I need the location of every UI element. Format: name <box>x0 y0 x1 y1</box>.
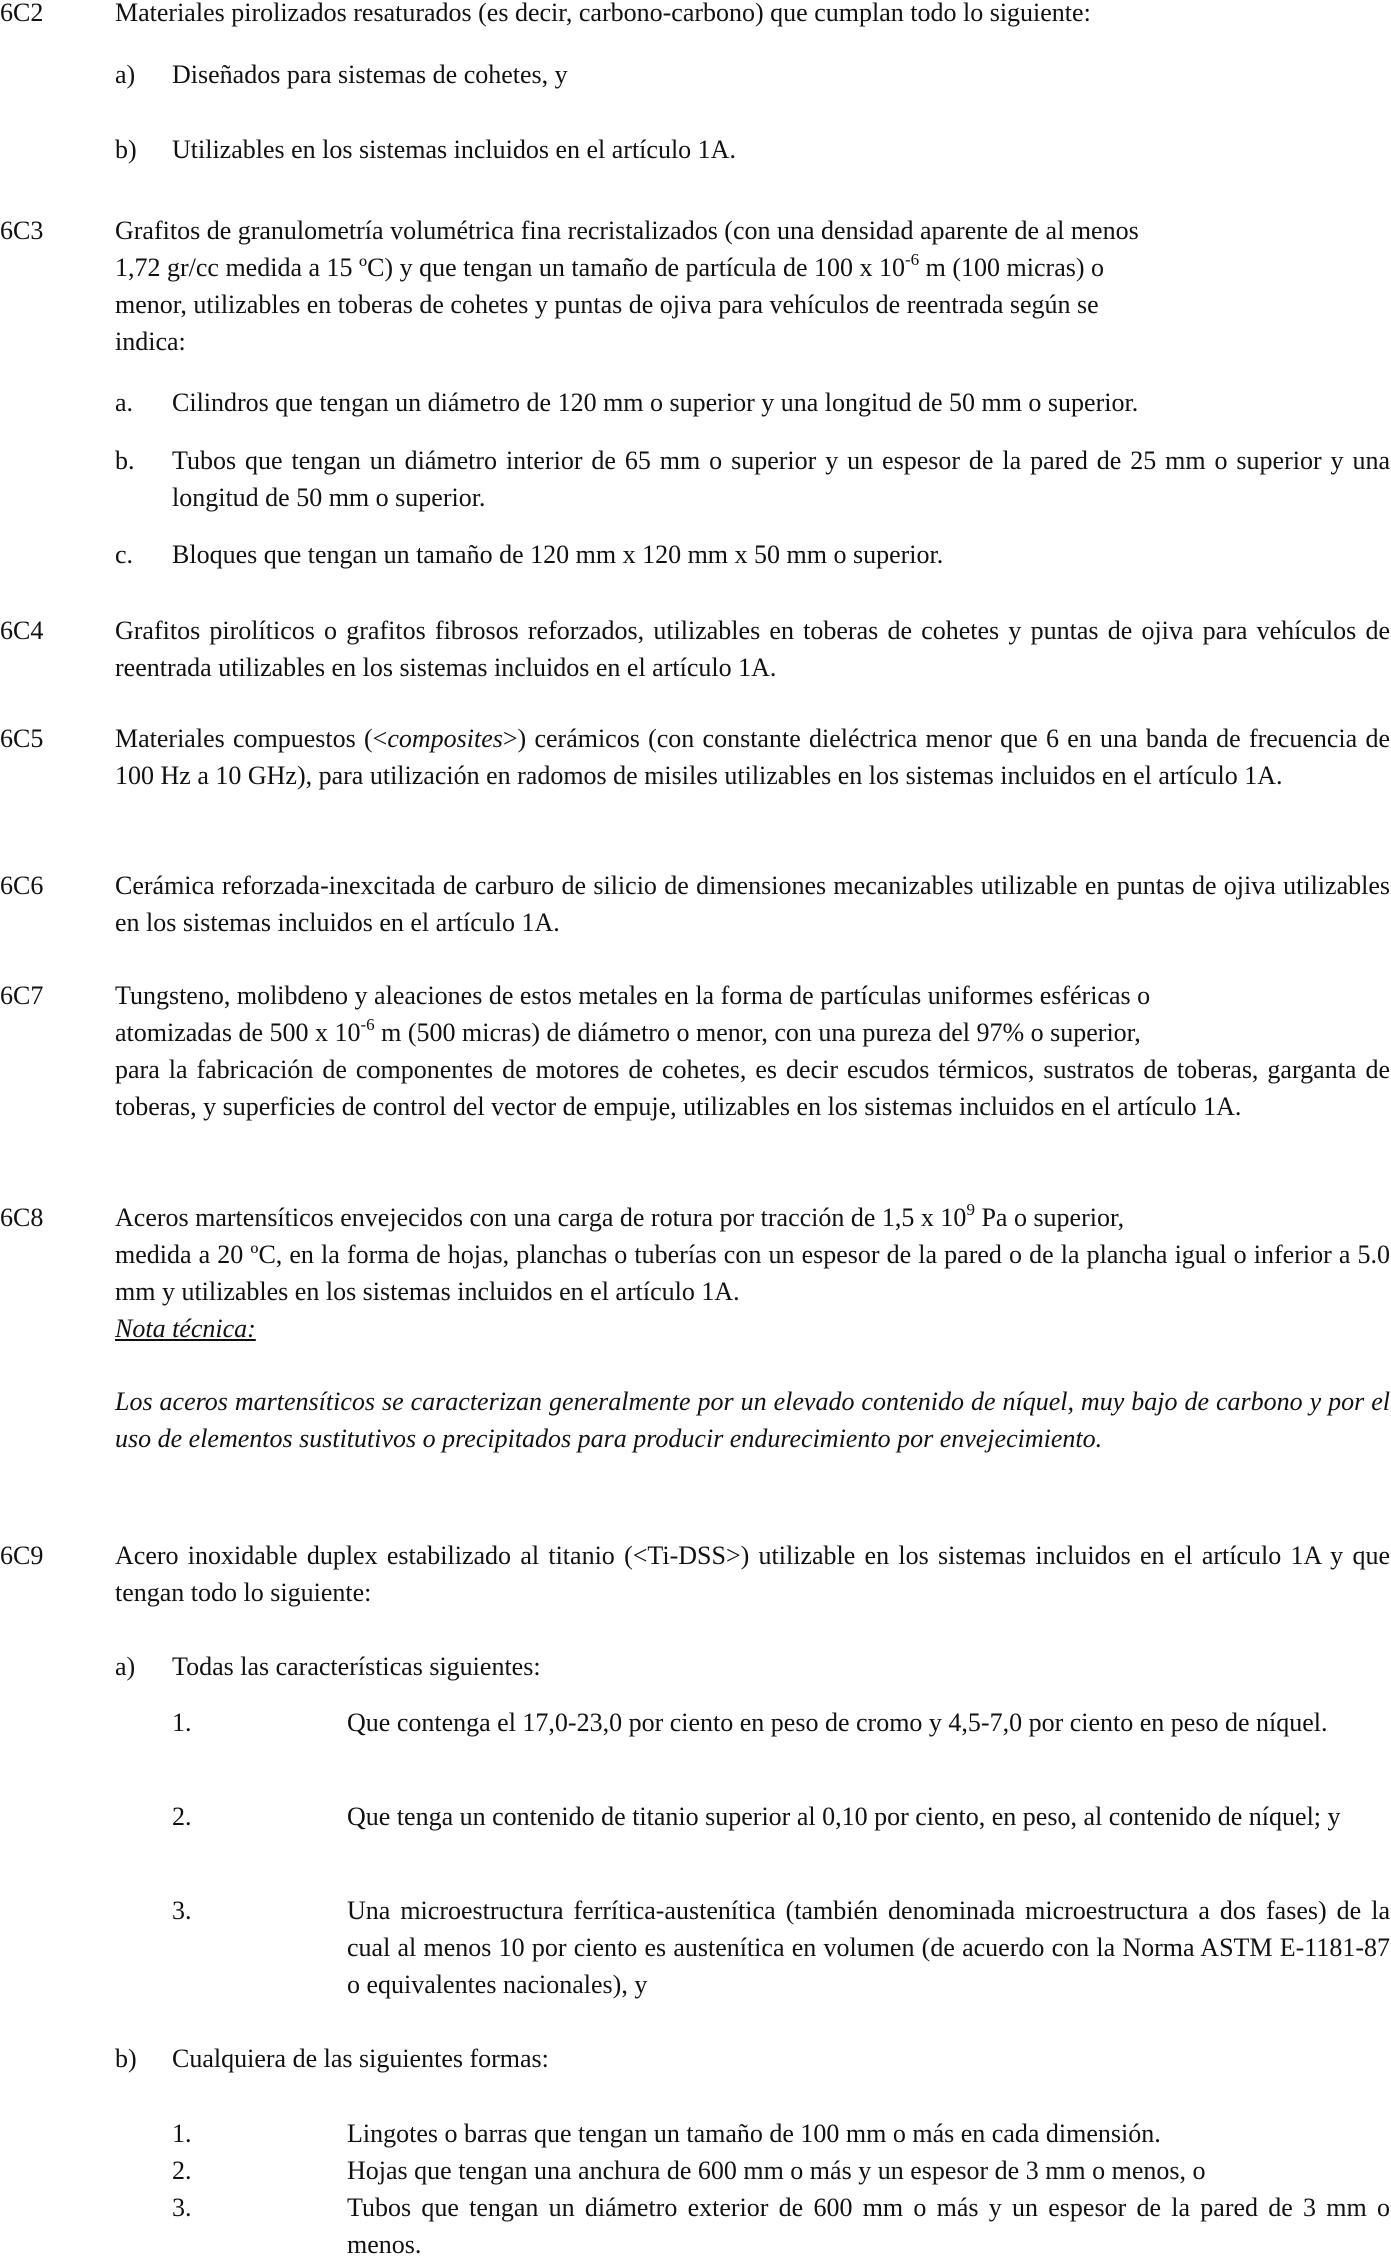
entry-code: 6C9 <box>0 1541 44 1570</box>
entry-line: Tungsteno, molibdeno y aleaciones de estos metales en la forma de partículas uniformes esféricas o <box>115 981 1151 1010</box>
item-text: Diseñados para sistemas de cohetes, y <box>172 60 568 89</box>
entry-line: indica: <box>115 327 186 356</box>
entry-body <box>115 1199 1390 1457</box>
item-marker: b) <box>115 135 137 164</box>
entry-text: Materiales pirolizados resaturados (es decir, carbono-carbono) que cumplan todo lo siguiente: <box>115 0 1091 27</box>
entry-body <box>115 212 1390 569</box>
entry-text: Cerámica reforzada-inexcitada de carburo de silicio de dimensiones mecanizables utilizable en puntas de ojiva utilizables en los sistemas incluidos en el artículo 1A. <box>115 871 1390 937</box>
entry-text: medida a 20 ºC, en la forma de hojas, planchas o tuberías con un espesor de la pared o de la plancha igual o inferior a 5.0 mm y utilizables en los sistemas incluidos en el artículo 1A. <box>115 1240 1390 1306</box>
text-span: m (100 micras) o <box>919 253 1105 282</box>
entry-code: 6C8 <box>0 1203 44 1232</box>
item-marker: 2. <box>172 2156 192 2185</box>
item-marker: a) <box>115 1652 136 1681</box>
item-marker: a) <box>115 60 136 89</box>
item-text: Que tenga un contenido de titanio superior al 0,10 por ciento, en peso, al contenido de níquel; y <box>347 1802 1341 1831</box>
text-span: Pa o superior, <box>974 1203 1125 1232</box>
entry-body <box>115 977 1390 1125</box>
item-marker: c. <box>115 540 134 569</box>
entry-line <box>115 1014 1390 1051</box>
text-span: 1,72 gr/cc medida a 15 ºC) y que tengan un tamaño de partícula de 100 x 10 <box>115 253 905 282</box>
entry-code: 6C6 <box>0 871 44 900</box>
item-marker: 3. <box>172 2193 192 2222</box>
entry-line: menor, utilizables en toberas de cohetes y puntas de ojiva para vehículos de reentrada según se <box>115 290 1099 319</box>
technical-note-text: Los aceros martensíticos se caracterizan generalmente por un elevado contenido de níquel, muy bajo de carbono y por el uso de elementos sustitutivos o precipitados para producir endurecimiento por envejecimiento. <box>115 1387 1390 1453</box>
entry-text <box>115 212 1390 360</box>
item-text: Tubos que tengan un diámetro exterior de 600 mm o más y un espesor de la pared de 3 mm o menos. <box>347 2193 1390 2259</box>
technical-note-title: Nota técnica: <box>115 1314 256 1343</box>
item-marker: b) <box>115 2044 137 2073</box>
entry-line <box>115 249 1390 286</box>
item-text: Que contenga el 17,0-23,0 por ciento en peso de cromo y 4,5-7,0 por ciento en peso de níquel. <box>347 1708 1328 1737</box>
superscript: 9 <box>966 1200 975 1219</box>
item-marker: 1. <box>172 2119 192 2148</box>
superscript: -6 <box>905 250 920 269</box>
entry-text: para la fabricación de componentes de motores de cohetes, es decir escudos térmicos, sustratos de toberas, garganta de toberas, y superficies de control del vector de empuje, utilizables en los sistemas incluidos en el artículo 1A. <box>115 1055 1390 1121</box>
item-text: Una microestructura ferrítica-austenítica (también denominada microestructura a dos fases) de la cual al menos 10 por ciento es austenítica en volumen (de acuerdo con la Norma ASTM E-1181-87 o equivalentes nacionales), y <box>347 1896 1390 1999</box>
item-text: Utilizables en los sistemas incluidos en el artículo 1A. <box>172 135 736 164</box>
entry-body <box>115 1537 1390 2259</box>
item-marker: 3. <box>172 1896 192 1925</box>
item-text: Lingotes o barras que tengan un tamaño de 100 mm o más en cada dimensión. <box>347 2119 1161 2148</box>
entry-code: 6C4 <box>0 616 44 645</box>
italic-term: composites <box>387 724 503 753</box>
item-text: Bloques que tengan un tamaño de 120 mm x 120 mm x 50 mm o superior. <box>172 540 944 569</box>
text-span: Aceros martensíticos envejecidos con una carga de rotura por tracción de 1,5 x 10 <box>115 1203 967 1232</box>
item-marker: a. <box>115 388 134 417</box>
item-text: Cilindros que tengan un diámetro de 120 mm o superior y una longitud de 50 mm o superior. <box>172 388 1139 417</box>
superscript: -6 <box>360 1015 375 1034</box>
entry-text: Grafitos pirolíticos o grafitos fibrosos reforzados, utilizables en toberas de cohetes y puntas de ojiva para vehículos de reentrada utilizables en los sistemas incluidos en el artículo 1A. <box>115 616 1390 682</box>
entry-line <box>115 1199 1390 1236</box>
text-span: m (500 micras) de diámetro o menor, con una pureza del 97% o superior, <box>374 1018 1141 1047</box>
entry-code: 6C3 <box>0 216 44 245</box>
item-marker: 1. <box>172 1708 192 1737</box>
item-text: Cualquiera de las siguientes formas: <box>172 2044 549 2073</box>
entry-code: 6C2 <box>0 0 44 27</box>
entry-code: 6C7 <box>0 981 44 1010</box>
item-text: Hojas que tengan una anchura de 600 mm o más y un espesor de 3 mm o menos, o <box>347 2156 1206 2185</box>
entry-text: Acero inoxidable duplex estabilizado al titanio (<Ti-DSS>) utilizable en los sistemas incluidos en el artículo 1A y que tengan todo lo siguiente: <box>115 1541 1390 1607</box>
item-text: Tubos que tengan un diámetro interior de 65 mm o superior y un espesor de la pared de 25 mm o superior y una longitud de 50 mm o superior. <box>172 446 1390 512</box>
item-marker: 2. <box>172 1802 192 1831</box>
entry-body <box>115 0 1390 164</box>
text-span: atomizadas de 500 x 10 <box>115 1018 361 1047</box>
entry-line: Grafitos de granulometría volumétrica fina recristalizados (con una densidad aparente de al menos <box>115 216 1139 245</box>
entry-code: 6C5 <box>0 724 44 753</box>
item-text: Todas las características siguientes: <box>172 1652 541 1681</box>
text-span: Materiales compuestos (< <box>115 724 388 753</box>
entry-text <box>115 720 1390 794</box>
text-span: >) cerámicos (con constante dieléctrica menor que 6 en una banda de frecuencia de 100 Hz a 10 GHz), para utilización en radomos de misiles utilizables en los sistemas incluidos en el artículo 1A. <box>115 724 1390 790</box>
item-marker: b. <box>115 446 135 475</box>
